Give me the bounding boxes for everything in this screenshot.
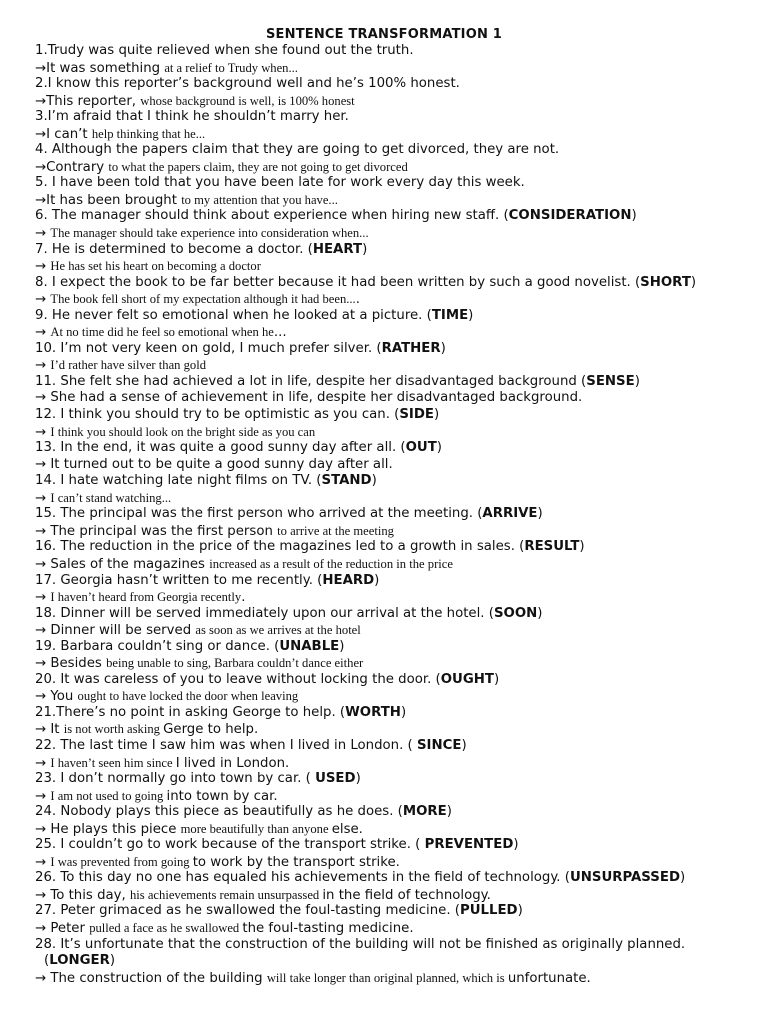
answer-line [35, 490, 768, 507]
question-text: 26. To this day no one has equaled his achievements in the field of technology. ( [35, 870, 570, 886]
answer-text: is not worth asking [63, 722, 164, 737]
question-line [35, 341, 768, 358]
question-text: 21.There’s no point in asking George to help. ( [35, 704, 346, 720]
question-line [35, 43, 768, 60]
question-line [35, 208, 768, 225]
answer-line [35, 556, 768, 573]
answer-text: . [241, 590, 246, 606]
keyword: TIME [431, 307, 469, 323]
keyword: UNABLE [279, 638, 340, 654]
question-line [35, 539, 768, 556]
question-text: ) [362, 241, 368, 257]
question-text: 4. Although the papers claim that they are going to get divorced, they are not. [35, 142, 560, 158]
answer-text: being unable to sing, Barbara couldn’t dance either [106, 656, 364, 671]
question-text: 8. I expect the book to be far better because it had been written by such a good novelist. ( [35, 274, 641, 290]
keyword: RESULT [524, 539, 580, 555]
answer-text: → [35, 490, 51, 506]
question-line [35, 308, 768, 325]
answer-text: his achievements remain unsurpassed [130, 887, 323, 902]
answer-text: → You [35, 689, 78, 705]
answer-line [35, 589, 768, 606]
question-text: 24. Nobody plays this piece as beautifully as he does. ( [35, 804, 403, 820]
question-text: ) [400, 704, 407, 720]
answer-line [35, 688, 768, 705]
question-text: ) [461, 737, 467, 753]
question-text: ) [513, 837, 519, 853]
answer-text: →It was something [35, 60, 165, 76]
question-text: 16. The reduction in the price of the magazines led to a growth in sales. ( [35, 539, 525, 555]
answer-text: → [35, 325, 51, 341]
answer-text: At no time did he feel so emotional when he [50, 325, 274, 340]
question-line [35, 440, 768, 457]
answer-text: pulled a face as he swallowed [89, 920, 243, 935]
question-text: 28. It’s unfortunate that the construction of the building will not be finished as originally planned. [35, 936, 686, 952]
answer-line [35, 390, 768, 407]
answer-line [35, 60, 768, 77]
question-text: 1.Trudy was quite relieved when she found out the truth. [35, 43, 414, 58]
answer-line [35, 225, 768, 242]
answer-line [35, 258, 768, 275]
answer-text: → The principal was the first person [35, 523, 278, 539]
question-line [35, 937, 768, 954]
question-text: ( [44, 953, 50, 969]
answer-text: Gerge to help. [163, 722, 259, 738]
keyword: OUT [405, 440, 437, 456]
question-line [35, 175, 768, 192]
question-text: ) [537, 605, 543, 621]
answer-text: The book fell short of my expectation although it had been... [50, 292, 356, 307]
question-line [35, 473, 768, 490]
answer-text: → [35, 292, 51, 308]
answer-text: to what the papers claim, they are not going to get divorced [108, 159, 408, 174]
question-text: ) [355, 771, 361, 787]
answer-line [35, 887, 768, 904]
answer-text: → [35, 590, 51, 606]
answer-text: → [35, 358, 51, 374]
answer-text: → Sales of the magazines [35, 556, 210, 572]
question-text: 7. He is determined to become a doctor. ( [35, 241, 313, 257]
keyword: HEART [312, 241, 363, 257]
answer-text: to arrive at the meeting [277, 523, 394, 538]
answer-text: to my attention that you have... [181, 192, 338, 207]
question-text: ) [690, 274, 697, 290]
question-text: ) [371, 473, 377, 489]
question-text: ) [374, 572, 380, 588]
answer-text: else. [331, 821, 363, 837]
question-text: ) [517, 903, 523, 919]
question-text: ) [339, 638, 345, 654]
question-text: ) [109, 953, 116, 969]
answer-text: I think you should look on the bright side as you can [50, 424, 316, 439]
answer-text: → [35, 424, 51, 440]
answer-line [35, 126, 768, 143]
answer-text: → [35, 259, 51, 275]
question-text: ) [468, 307, 474, 323]
keyword: PULLED [459, 903, 518, 919]
answer-text: in the field of technology. [322, 887, 491, 903]
exercise-list [35, 43, 768, 986]
question-line [35, 639, 768, 656]
question-text: 11. She felt she had achieved a lot in life, despite her disadvantaged background ( [35, 373, 587, 389]
answer-text: more beautifully than anyone [180, 821, 332, 836]
answer-text: help thinking that he... [91, 126, 206, 141]
answer-text: → It turned out to be quite a good sunny day after all. [35, 456, 393, 472]
answer-line [35, 622, 768, 639]
answer-text: I can’t stand watching... [50, 490, 172, 505]
answer-line [35, 821, 768, 838]
answer-text: ... [273, 325, 287, 341]
answer-line [35, 291, 768, 308]
question-line [35, 771, 768, 788]
question-text: 15. The principal was the first person who arrived at the meeting. ( [35, 506, 483, 522]
answer-line [35, 721, 768, 738]
answer-text: → Peter [35, 920, 90, 936]
keyword: ARRIVE [482, 506, 538, 522]
answer-text: → The construction of the building [35, 970, 267, 986]
question-text: ) [446, 804, 452, 820]
answer-text: I’d rather have silver than gold [50, 358, 206, 373]
question-text: 3.I’m afraid that I think he shouldn’t marry her. [35, 109, 349, 125]
answer-text: into town by car. [166, 788, 278, 804]
question-line [35, 837, 768, 854]
answer-text: will take longer than original planned, which is [266, 970, 508, 985]
question-line [35, 738, 768, 755]
question-text: 25. I couldn’t go to work because of the transport strike. ( [35, 837, 425, 853]
answer-line [35, 755, 768, 772]
question-line [35, 506, 768, 523]
keyword: RATHER [381, 340, 441, 356]
answer-text: →It has been brought [35, 192, 182, 208]
question-text: ) [631, 208, 637, 224]
question-line [35, 275, 768, 292]
keyword: SENSE [586, 373, 635, 389]
question-text: ) [579, 539, 585, 555]
keyword: UNSURPASSED [569, 870, 680, 886]
question-line [35, 407, 768, 424]
answer-text: unfortunate. [507, 970, 591, 986]
answer-text: → [35, 854, 51, 870]
keyword: SIDE [399, 407, 434, 423]
keyword: SOON [493, 605, 538, 621]
answer-line [35, 854, 768, 871]
keyword: SHORT [640, 274, 691, 290]
answer-line [35, 324, 768, 341]
answer-text: I am not used to going [50, 788, 167, 803]
answer-text: → He plays this piece [35, 821, 181, 837]
keyword: CONSIDERATION [508, 208, 632, 224]
answer-text: →I can’t [35, 126, 92, 142]
answer-text: → Besides [35, 656, 107, 672]
answer-text: → [35, 755, 51, 771]
answer-line [35, 920, 768, 937]
question-line [35, 804, 768, 821]
question-text: ) [434, 407, 440, 423]
question-text: ) [440, 340, 446, 356]
answer-text: I lived in London. [175, 755, 290, 771]
question-text: 27. Peter grimaced as he swallowed the foul-tasting medicine. ( [35, 903, 460, 919]
answer-line [35, 523, 768, 540]
answer-line [35, 357, 768, 374]
answer-text: as soon as we arrives at the hotel [195, 623, 361, 638]
answer-line [35, 788, 768, 805]
question-text: 22. The last time I saw him was when I lived in London. ( [35, 737, 417, 753]
keyword: PREVENTED [424, 837, 514, 853]
question-text: ) [537, 506, 543, 522]
question-line [35, 573, 768, 590]
answer-text: to work by the transport strike. [192, 854, 400, 870]
answer-line [35, 159, 768, 176]
answer-text: → To this day, [35, 887, 130, 903]
question-text: 2.I know this reporter’s background well and he’s 100% honest. [35, 76, 460, 92]
keyword: LONGER [49, 953, 110, 969]
question-text: 12. I think you should try to be optimistic as you can. ( [35, 407, 400, 423]
question-text: 9. He never felt so emotional when he looked at a picture. ( [35, 307, 432, 323]
question-text: 23. I don’t normally go into town by car. ( [35, 771, 316, 787]
question-line [35, 242, 768, 259]
keyword: SINCE [416, 737, 462, 753]
question-text: ) [493, 671, 500, 687]
answer-text: I was prevented from going [50, 854, 193, 869]
answer-line [35, 192, 768, 209]
answer-text: → [35, 226, 51, 242]
question-text: 17. Georgia hasn’t written to me recently. ( [35, 572, 323, 588]
keyword: STAND [321, 473, 372, 489]
answer-text: → She had a sense of achievement in life, despite her disadvantaged background. [35, 390, 583, 406]
question-line [35, 870, 768, 887]
question-text: 10. I’m not very keen on gold, I much prefer silver. ( [35, 340, 382, 356]
question-text: 5. I have been told that you have been late for work every day this week. [35, 175, 525, 191]
keyword: WORTH [345, 704, 401, 720]
question-text: 13. In the end, it was quite a good sunny day after all. ( [35, 440, 406, 456]
question-text: ) [679, 870, 686, 886]
question-text: 19. Barbara couldn’t sing or dance. ( [35, 638, 280, 654]
answer-line [35, 655, 768, 672]
question-text: ) [634, 373, 640, 389]
keyword: OUGHT [440, 671, 494, 687]
question-line [35, 705, 768, 722]
answer-text: at a relief to Trudy when... [164, 60, 298, 75]
page-title: SENTENCE TRANSFORMATION 1 [265, 27, 503, 42]
question-text: 14. I hate watching late night films on TV. ( [35, 473, 322, 489]
answer-text: the foul-tasting medicine. [242, 920, 414, 936]
question-line [35, 672, 768, 689]
answer-text: increased as a result of the reduction in the price [209, 556, 453, 571]
answer-text: whose background is well, is 100% honest [140, 93, 355, 108]
answer-line [35, 457, 768, 474]
keyword: USED [315, 771, 356, 787]
answer-line [35, 93, 768, 110]
answer-text: The manager should take experience into consideration when... [50, 226, 369, 241]
answer-text: →Contrary [35, 159, 109, 175]
answer-line [35, 970, 768, 987]
answer-text: I haven’t seen him since [50, 755, 176, 770]
question-line [35, 903, 768, 920]
question-line [35, 142, 768, 159]
answer-text: ought to have locked the door when leaving [77, 689, 299, 704]
answer-text: → It [35, 722, 64, 738]
keyword: HEARD [322, 572, 375, 588]
answer-text: . [355, 292, 360, 308]
question-line [35, 109, 768, 126]
question-line [35, 606, 768, 623]
question-line [35, 374, 768, 391]
question-line [35, 76, 768, 93]
question-text: 6. The manager should think about experience when hiring new staff. ( [35, 208, 509, 224]
question-text: 20. It was careless of you to leave without locking the door. ( [35, 671, 441, 687]
answer-text: I haven’t heard from Georgia recently [50, 590, 242, 605]
answer-text: →This reporter, [35, 93, 141, 109]
answer-line [35, 424, 768, 441]
keyword: MORE [402, 804, 447, 820]
answer-text: → [35, 788, 51, 804]
answer-text: He has set his heart on becoming a doctor [50, 259, 261, 274]
question-line [35, 953, 768, 970]
answer-text: → Dinner will be served [35, 623, 196, 639]
question-text: ) [436, 440, 442, 456]
question-text: 18. Dinner will be served immediately upon our arrival at the hotel. ( [35, 605, 494, 621]
